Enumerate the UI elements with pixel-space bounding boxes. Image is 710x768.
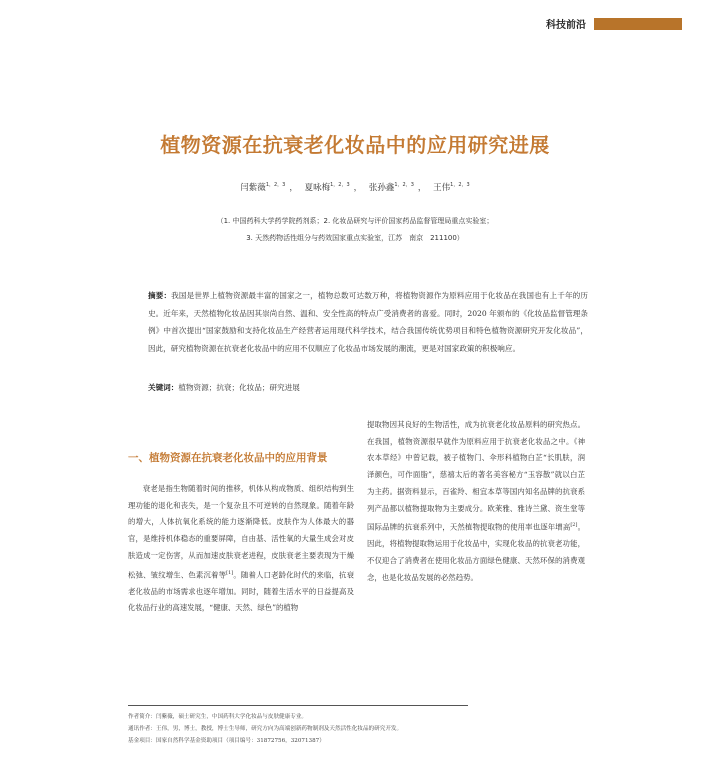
footnote-corresponding-author: 通讯作者：王伟，男，博士，教授，博士生导师，研究方向为高端创新药物制剂及天然活性化妆品的研究开发。 bbox=[128, 726, 403, 732]
author-separator: ， bbox=[417, 183, 427, 193]
section-accent-bar bbox=[594, 18, 682, 30]
keywords-label: 关键词： bbox=[148, 383, 179, 392]
body-paragraph-1: 衰老是指生物随着时间的推移，机体从构成物质、组织结构到生理功能的退化和丧失，是一个复杂且不可逆转的自然现象。随着年龄的增大，人体抗氧化系统的能力逐渐降低。皮肤作为人体最大的器官，是维持机体稳态的重要屏障，自由基、活性氧的大量生成会对皮肤造成一定伤害，从而加速皮肤衰老进程，皮肤衰老主要表现为干燥松弛、皱纹增生、色素沉着等[1]。随着人口老龄化时代的来临，抗衰老化妆品的市场需求也逐年增加。同时，随着生活水平的日益提高及化妆品行业的高速发展，“健康、天然、绿色”的植物 bbox=[128, 484, 354, 613]
left-column bbox=[128, 450, 354, 617]
affiliation-line-2: 3. 天然药物活性组分与药效国家重点实验室，江苏 南京 211100） bbox=[246, 234, 464, 242]
author-1: 闫紫薇$^{1,2,3}$ bbox=[240, 182, 286, 193]
footnotes bbox=[128, 711, 588, 747]
author-3: 张孙鑫$^{1,2,3}$ bbox=[368, 182, 414, 193]
body-paragraph-2: 提取物因其良好的生物活性，成为抗衰老化妆品原料的研究热点。在我国，植物资源很早就作为原料应用于抗衰老化妆品之中。《神农本草经》中曾记载，被子植物门、伞形科植物白芷“长肌肤，润泽颜色，可作面脂”，慈禧太后的著名美容秘方“玉容散”就以白芷为主药。据资料显示，百雀羚、相宜本草等国内知名品牌的抗衰系列产品都以植物提取物为主要成分。欧莱雅、雅诗兰黛、资生堂等国际品牌的抗衰系列中，天然植物提取物的使用率也逐年增高[2]。因此，将植物提取物运用于化妆品中，实现化妆品的抗衰老功能，不仅迎合了消费者在使用化妆品方面绿色健康、天然环保的消费观念，也是化妆品发展的必然趋势。 bbox=[367, 420, 585, 582]
footnote-divider bbox=[128, 705, 468, 706]
citation-ref: [1] bbox=[226, 569, 234, 576]
affiliations bbox=[0, 213, 710, 247]
section-label: 科技前沿 bbox=[546, 20, 586, 31]
abstract-label: 摘要： bbox=[148, 291, 172, 300]
abstract-text: 我国是世界上植物资源最丰富的国家之一，植物总数可达数万种，将植物资源作为原料应用于化妆品在我国也有上千年的历史。近年来，天然植物化妆品因其崇尚自然、温和、安全性高的特点广受消费者的喜爱。同时，2020 年颁布的《化妆品监督管理条例》中首次提出“国家鼓励和支持化妆品生产经营者运用现代科学技术，结合我国传统优势项目和特色植物资源研究开发化妆品”，因此，研究植物资源在抗衰老化妆品中的应用不仅顺应了化妆品市场发展的潮流，更是对国家政策的积极响应。 bbox=[148, 291, 589, 353]
keywords bbox=[148, 382, 588, 393]
footnote-funding: 基金项目：国家自然科学基金资助项目（项目编号：31872756，32071387） bbox=[128, 738, 325, 744]
citation-ref: [2] bbox=[570, 522, 578, 529]
affiliation-line-1: （1. 中国药科大学药学院药剂系；2. 化妆品研究与评价国家药品监督管理局重点实验室； bbox=[216, 217, 494, 225]
author-separator: ， bbox=[353, 183, 363, 193]
article-title: 植物资源在抗衰老化妆品中的应用研究进展 bbox=[160, 133, 550, 157]
author-separator: ， bbox=[289, 183, 298, 193]
abstract bbox=[148, 287, 588, 357]
header-section bbox=[546, 16, 682, 31]
author-2: 夏咏梅$^{1,2,3}$ bbox=[304, 182, 350, 193]
section-heading: 一、植物资源在抗衰老化妆品中的应用背景 bbox=[128, 452, 328, 464]
author-4: 王伟$^{1,2,3}$ bbox=[433, 182, 470, 193]
footnote-author-intro: 作者简介：闫紫薇，硕士研究生，中国药科大学化妆品与皮肤健康专业。 bbox=[128, 714, 308, 720]
keywords-text: 植物资源；抗衰；化妆品；研究进展 bbox=[178, 383, 300, 392]
right-column bbox=[367, 417, 585, 587]
author-list bbox=[0, 181, 710, 193]
